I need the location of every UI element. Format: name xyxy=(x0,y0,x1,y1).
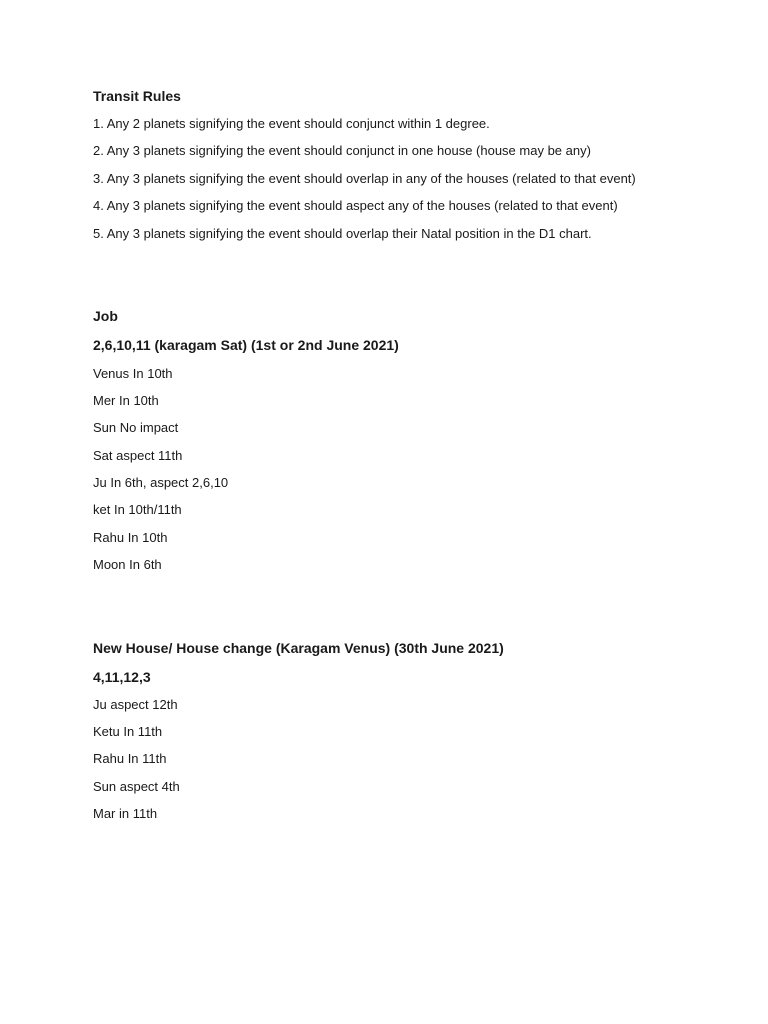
job-item: ket In 10th/11th xyxy=(93,502,182,517)
house-houses-heading: 4,11,12,3 xyxy=(93,669,151,685)
transit-rules-title: Transit Rules xyxy=(93,88,181,104)
transit-rule: 3. Any 3 planets signifying the event should overlap in any of the houses (related to that event) xyxy=(93,171,636,186)
house-item: Ketu In 11th xyxy=(93,724,163,739)
job-item: Sat aspect 11th xyxy=(93,448,183,463)
transit-rule: 2. Any 3 planets signifying the event should conjunct in one house (house may be any) xyxy=(93,143,591,158)
house-item: Rahu In 11th xyxy=(93,751,167,766)
transit-rule: 1. Any 2 planets signifying the event should conjunct within 1 degree. xyxy=(93,116,490,131)
transit-rule: 5. Any 3 planets signifying the event should overlap their Natal position in the D1 chart. xyxy=(93,226,592,241)
job-item: Sun No impact xyxy=(93,420,179,435)
job-section-title: Job xyxy=(93,308,118,324)
job-item: Venus In 10th xyxy=(93,366,173,381)
job-item: Rahu In 10th xyxy=(93,530,168,545)
house-item: Ju aspect 12th xyxy=(93,697,178,712)
job-item: Ju In 6th, aspect 2,6,10 xyxy=(93,475,229,490)
house-item: Mar in 11th xyxy=(93,806,158,821)
job-item: Mer In 10th xyxy=(93,393,159,408)
job-item: Moon In 6th xyxy=(93,557,162,572)
job-houses-heading: 2,6,10,11 (karagam Sat) (1st or 2nd June 2021) xyxy=(93,337,399,353)
transit-rule: 4. Any 3 planets signifying the event should aspect any of the houses (related to that event) xyxy=(93,198,618,213)
house-item: Sun aspect 4th xyxy=(93,779,180,794)
house-section-title: New House/ House change (Karagam Venus) (30th June 2021) xyxy=(93,640,504,656)
